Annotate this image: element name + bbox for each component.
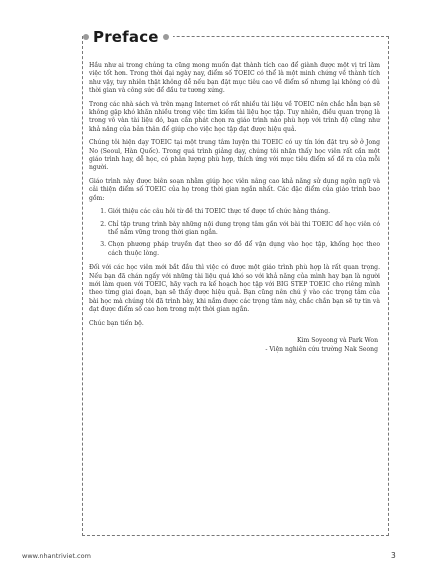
paragraph-2: Trong các nhà sách và trên mạng Internet có rất nhiều tài liệu về TOEIC nên chắc hẳn bạn sẽ không gặp khó khăn nhiều trong việc tìm kiếm tài liệu học tập. Tuy nhiên, điều quan trọng là trong vô vàn tài liệu đó, bạn cần phát chọn ra giáo trình nào phù hợp với trình độ cũng như khả năng của bản thân để giúp cho việc học tập đạt được hiệu quả.	[89, 100, 380, 133]
features-list	[89, 208, 380, 258]
preface-heading	[83, 26, 173, 48]
paragraph-5: Đối với các học viên mới bắt đầu thì việc có được một giáo trình phù hợp là rất quan trọng. Nếu bạn đã chán ngấy với những tài liệu quá khó so với khả năng của mình hay bạn là người mới làm quen với TOEIC, hãy vạch ra kế hoạch học tập với BIG STEP TOEIC cho riêng mình theo từng giai đoạn, bạn sẽ thấy được hiệu quả. Bạn cũng nên chú ý vào các trọng tâm của bài học mà chúng tôi đã trình bày, khi nắm được các trọng tâm này, chắc chắn bạn sẽ tự tin và đạt được điểm số cao hơn trong một thời gian ngắn.	[89, 264, 380, 314]
paragraph-4: Giáo trình này được biên soạn nhằm giúp học viên nâng cao khả năng sử dụng ngôn ngữ và cải thiện điểm số TOEIC của họ trong thời gian ngắn nhất. Các đặc điểm của giáo trình bao gồm:	[89, 177, 380, 202]
signature	[89, 336, 380, 355]
feature-item: 3. Chọn phương pháp truyền đạt theo sơ đồ để vận dụng vào học tập, khống học theo cách thuộc lòng.	[108, 241, 380, 258]
signature-authors: Kim Soyeong và Park Won	[297, 336, 378, 344]
paragraph-3: Chúng tôi hiện dạy TOEIC tại một trung tâm luyện thi TOEIC có uy tín lớn đặt trụ sở ở Jong No (Seoul, Hàn Quốc). Trong quá trình giảng dạy, chúng tôi nhận thấy học viên rất cần một giáo trình hay, dễ học, có phân lượng phù hợp, thích ứng với mục tiêu điểm số đề ra của mỗi người.	[89, 139, 380, 172]
feature-item: 2. Chỉ tập trung trình bày những nội dung trọng tâm gần với bài thi TOEIC để học viên có thể nắm vững trong thời gian ngắn.	[108, 221, 380, 238]
page-number: 3	[391, 551, 396, 560]
heading-dot-right-icon	[163, 34, 169, 40]
paragraph-1: Hầu như ai trong chúng ta cũng mong muốn đạt thành tích cao để giành được một vị trí làm việc tốt hơn. Trong thời đại ngày nay, điểm số TOEIC có thể là một minh chứng về thành tích như vậy, tuy nhiên thật không dễ nếu bạn đặt mục tiêu cao về điểm số nhưng lại không có đủ thời gian và công sức để đầu tư tương xứng.	[89, 62, 380, 95]
paragraph-6: Chúc bạn tiến bộ.	[89, 319, 144, 327]
footer-url: www.nhantriviet.com	[22, 552, 91, 560]
feature-item: 1. Giới thiệu các câu hỏi từ đề thi TOEIC thực tế được tổ chức hàng tháng.	[108, 208, 380, 216]
page-title: Preface	[93, 28, 159, 46]
signature-institute: - Viện nghiên cứu trường Nak Seong	[265, 346, 378, 354]
heading-dot-left-icon	[83, 34, 89, 40]
preface-body	[89, 62, 380, 355]
